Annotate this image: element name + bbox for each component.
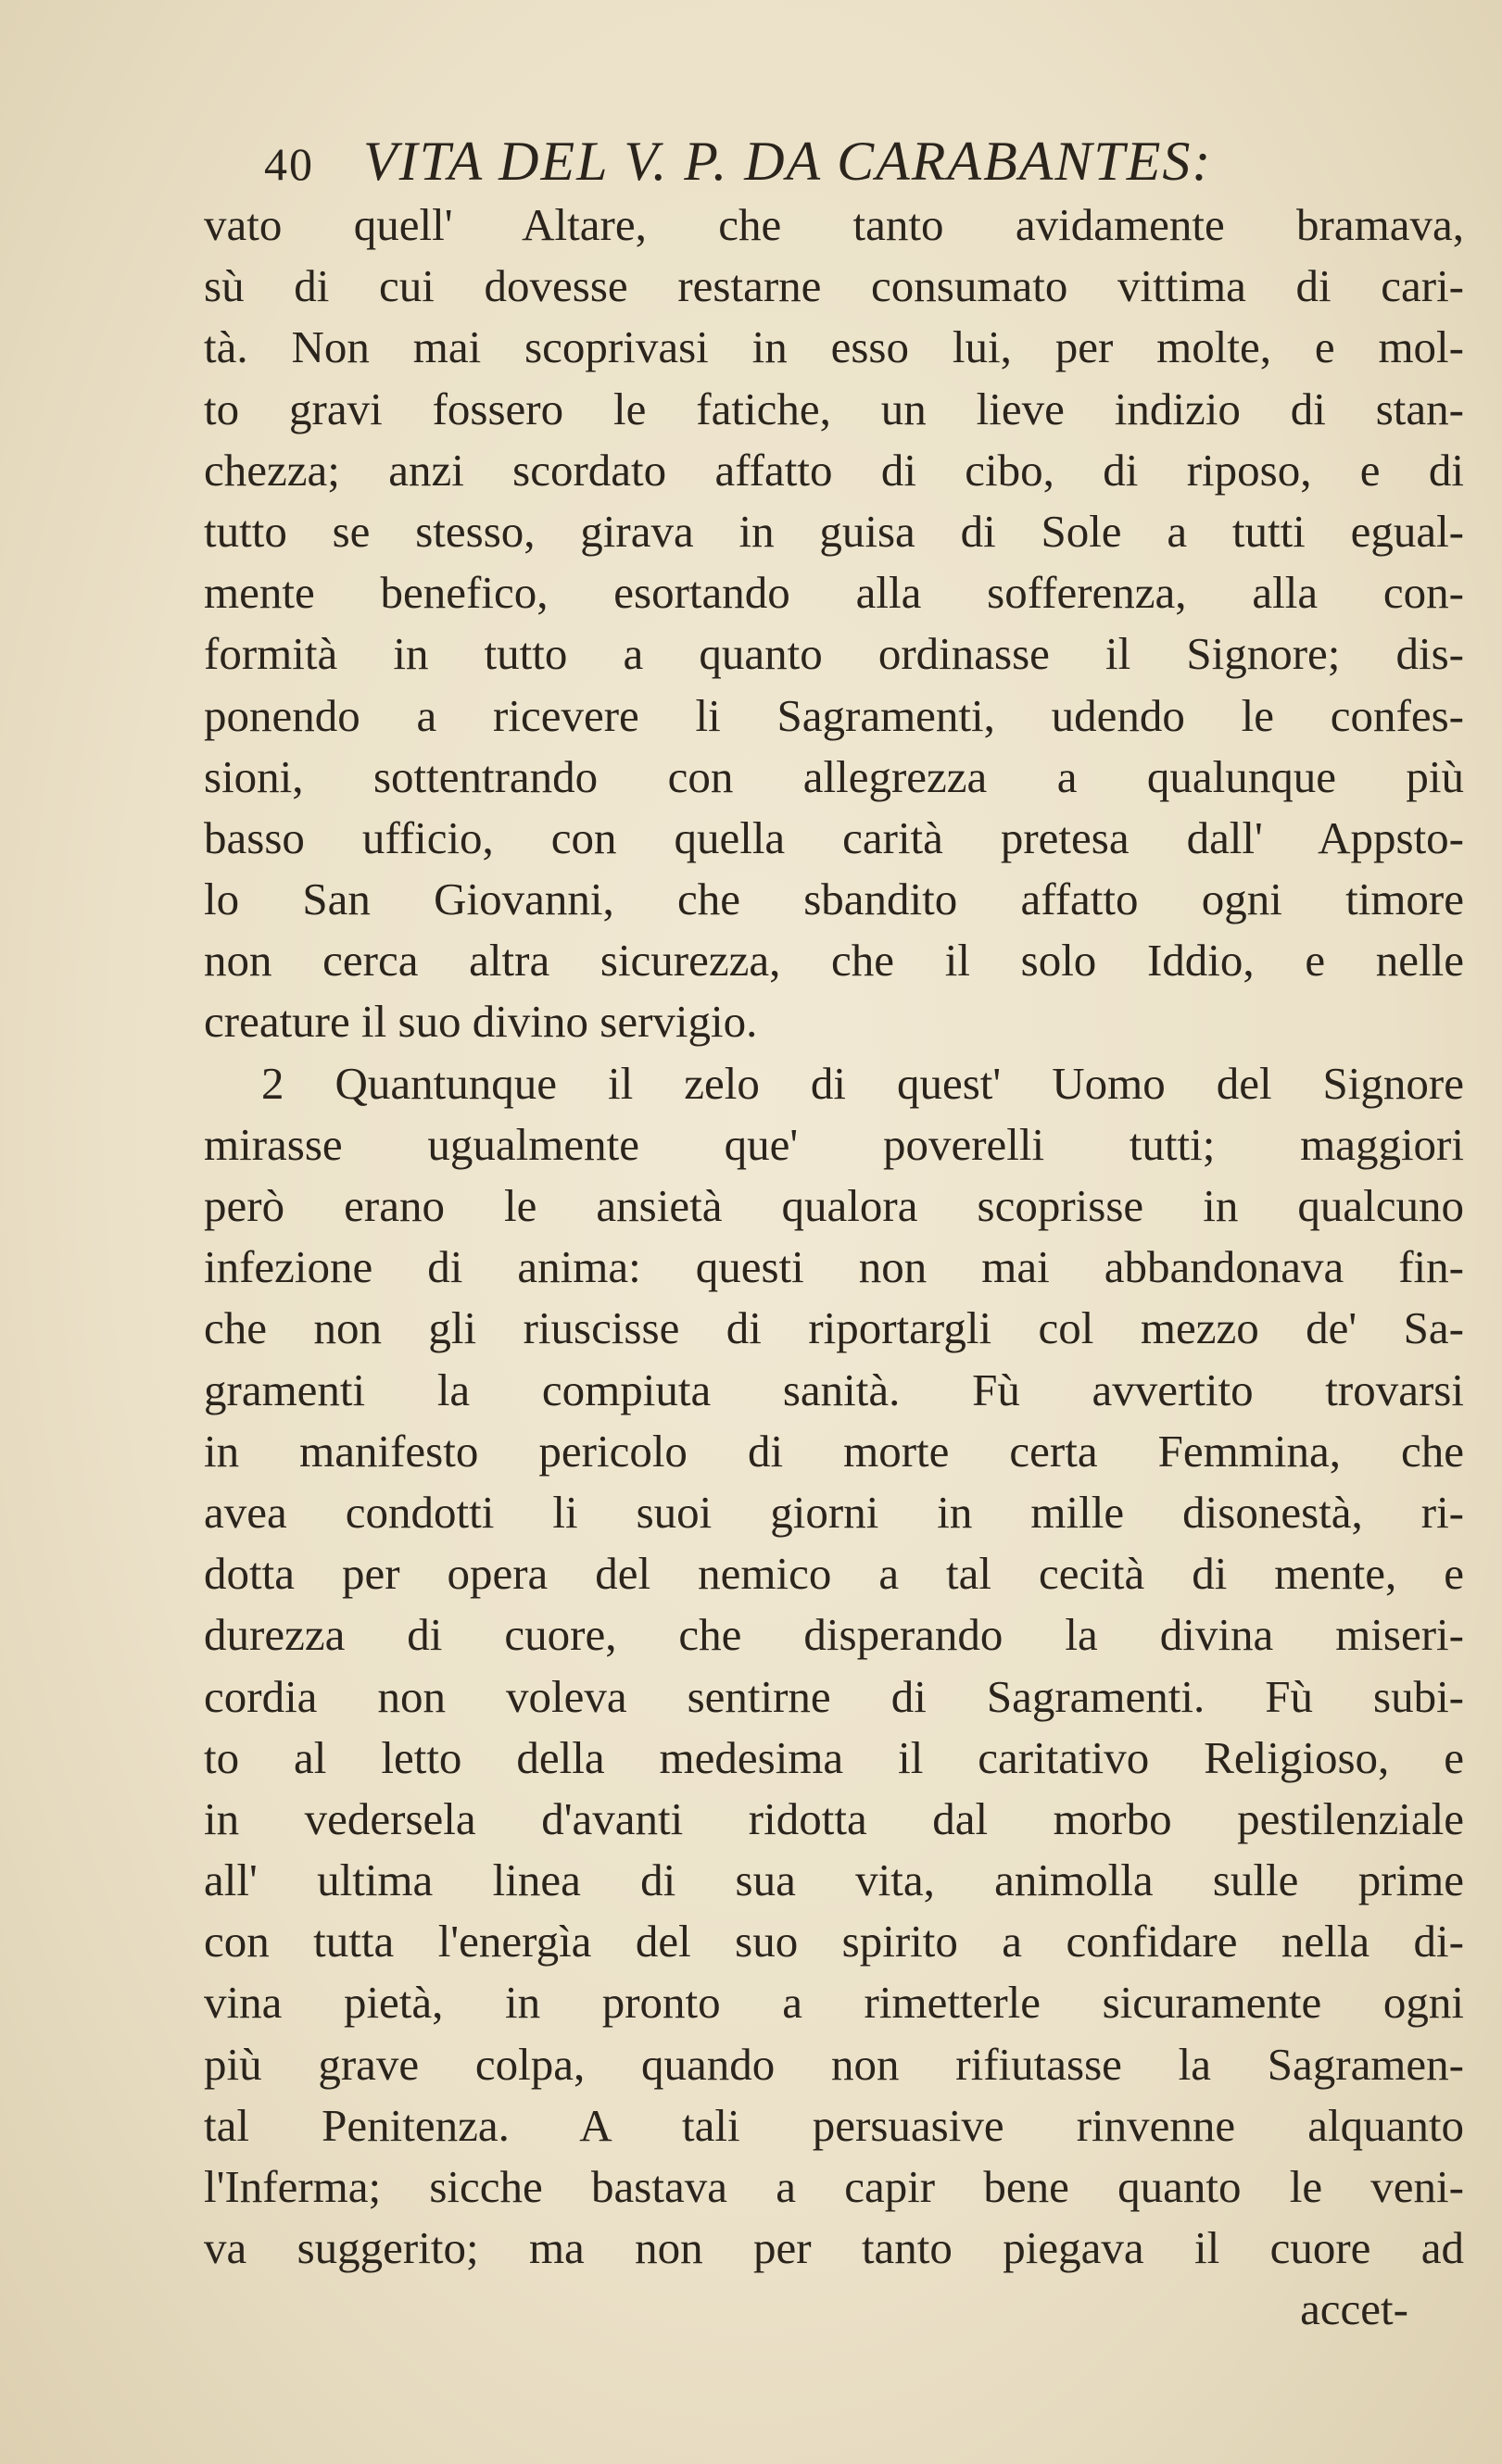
text-line: però erano le ansietà qualora scoprisse in qualcuno (204, 1180, 1464, 1231)
catchword: accet- (1300, 2283, 1408, 2335)
text-line: tutto se stesso, girava in guisa di Sole a tutti egual- (204, 505, 1464, 557)
text-line: to al letto della medesima il caritativo Religioso, e (204, 1731, 1464, 1783)
text-line: infezione di anima: questi non mai abbandonava fin- (204, 1241, 1464, 1293)
text-line: non cerca altra sicurezza, che il solo Iddio, e nelle (204, 935, 1464, 987)
text-line: con tutta l'energìa del suo spirito a confidare nella di- (204, 1916, 1464, 1967)
text-line: sù di cui dovesse restarne consumato vittima di cari- (204, 260, 1464, 312)
text-line: lo San Giovanni, che sbandito affatto ogni timore (204, 874, 1464, 925)
text-line: creature il suo divino servigio. (204, 996, 758, 1048)
running-title: VITA DEL V. P. DA CARABANTES: (363, 131, 1213, 192)
text-line: sioni, sottentrando con allegrezza a qualunque più (204, 750, 1464, 802)
text-line: più grave colpa, quando non rifiutasse la Sagramen- (204, 2038, 1464, 2090)
text-line: durezza di cuore, che disperando la divina miseri- (204, 1609, 1464, 1661)
paragraph-start-line: 2 Quantunque il zelo di quest' Uomo del Signore (261, 1057, 1464, 1109)
text-line: l'Inferma; sicche bastava a capir bene quanto le veni- (204, 2161, 1464, 2212)
text-line: mirasse ugualmente que' poverelli tutti; maggiori (204, 1118, 1464, 1170)
text-line: all' ultima linea di sua vita, animolla sulle prime (204, 1854, 1464, 1906)
text-line: to gravi fossero le fatiche, un lieve indizio di stan- (204, 383, 1464, 434)
running-header (264, 130, 1459, 195)
text-line: che non gli riuscisse di riportargli col mezzo de' Sa- (204, 1302, 1464, 1354)
text-line: vato quell' Altare, che tanto avidamente bramava, (204, 199, 1464, 250)
text-line: avea condotti li suoi giorni in mille disonestà, ri- (204, 1486, 1464, 1538)
text-line: vina pietà, in pronto a rimetterle sicuramente ogni (204, 1977, 1464, 2029)
body-text (204, 195, 1464, 2341)
text-line: gramenti la compiuta sanità. Fù avvertito trovarsi (204, 1364, 1464, 1415)
text-line: in vedersela d'avanti ridotta dal morbo pestilenziale (204, 1792, 1464, 1844)
page-number: 40 (264, 138, 314, 190)
text-line: cordia non voleva sentirne di Sagramenti. Fù subi- (204, 1670, 1464, 1722)
text-line: tà. Non mai scoprivasi in esso lui, per molte, e mol- (204, 321, 1464, 373)
text-line: tal Penitenza. A tali persuasive rinvenne alquanto (204, 2099, 1464, 2151)
text-line: mente benefico, esortando alla sofferenza, alla con- (204, 567, 1464, 619)
text-line: in manifesto pericolo di morte certa Femmina, che (204, 1425, 1464, 1477)
text-line: basso ufficio, con quella carità pretesa dall' Appsto- (204, 811, 1464, 863)
text-line: va suggerito; ma non per tanto piegava il cuore ad (204, 2222, 1464, 2274)
text-line: chezza; anzi scordato affatto di cibo, di riposo, e di (204, 444, 1464, 496)
text-line: dotta per opera del nemico a tal cecità di mente, e (204, 1548, 1464, 1600)
text-line: ponendo a ricevere li Sagramenti, udendo le confes- (204, 689, 1464, 741)
text-line: formità in tutto a quanto ordinasse il Signore; dis- (204, 628, 1464, 680)
